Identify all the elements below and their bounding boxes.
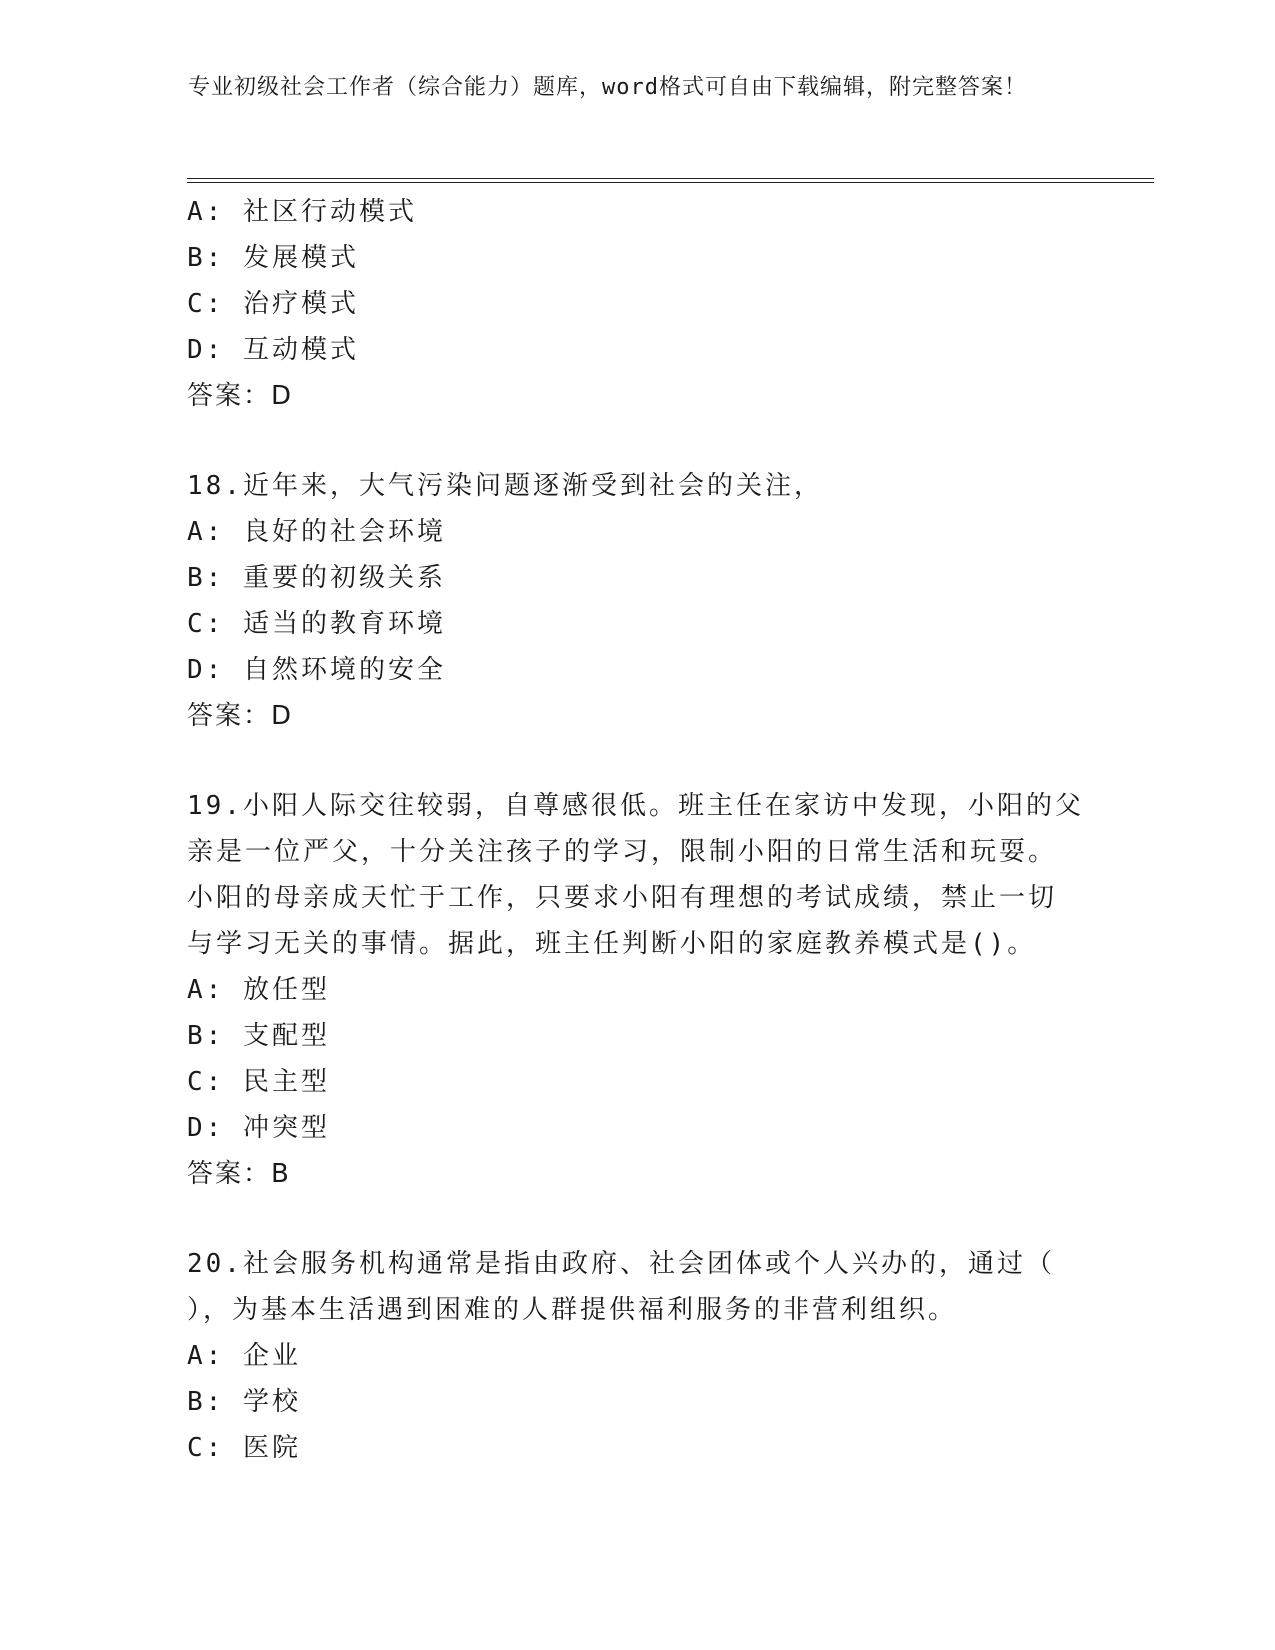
question-stem-line-4: 与学习无关的事情。据此，班主任判断小阳的家庭教养模式是()。 [187, 929, 1037, 959]
option-c: C: 医院 [187, 1433, 301, 1463]
question-list [187, 189, 1087, 1471]
answer-label: 答案：D [187, 381, 294, 411]
question-18 [187, 463, 1087, 739]
document-header-title: 专业初级社会工作者（综合能力）题库，word格式可自由下载编辑，附完整答案！ [188, 75, 1027, 100]
spacer [187, 1197, 1087, 1241]
header-divider-top [187, 178, 1154, 179]
option-c: C: 民主型 [187, 1067, 330, 1097]
question-17 [187, 189, 1087, 419]
option-d: D: 冲突型 [187, 1113, 330, 1143]
option-b: B: 支配型 [187, 1021, 330, 1051]
answer-label: 答案：D [187, 701, 294, 731]
option-b: B: 重要的初级关系 [187, 563, 446, 593]
option-a: A: 社区行动模式 [187, 197, 417, 227]
option-c: C: 治疗模式 [187, 289, 359, 319]
option-c: C: 适当的教育环境 [187, 609, 446, 639]
option-a: A: 放任型 [187, 975, 330, 1005]
question-stem: 18.近年来，大气污染问题逐渐受到社会的关注， [187, 471, 823, 501]
option-a: A: 良好的社会环境 [187, 517, 446, 547]
question-stem-line-2: 亲是一位严父，十分关注孩子的学习，限制小阳的日常生活和玩耍。 [187, 837, 1058, 867]
question-stem-line-1: 19.小阳人际交往较弱，自尊感很低。班主任在家访中发现，小阳的父 [187, 791, 1084, 821]
answer-label: 答案：B [187, 1159, 291, 1189]
option-b: B: 学校 [187, 1387, 301, 1417]
question-stem-line-3: 小阳的母亲成天忙于工作，只要求小阳有理想的考试成绩，禁止一切 [187, 883, 1058, 913]
question-stem-line-2: ），为基本生活遇到困难的人群提供福利服务的非营利组织。 [187, 1295, 958, 1325]
question-19 [187, 783, 1087, 1197]
option-d: D: 互动模式 [187, 335, 359, 365]
question-20 [187, 1241, 1087, 1471]
spacer [187, 739, 1087, 783]
question-stem-line-1: 20.社会服务机构通常是指由政府、社会团体或个人兴办的，通过（ [187, 1249, 1055, 1279]
spacer [187, 419, 1087, 463]
option-a: A: 企业 [187, 1341, 301, 1371]
header-divider-bottom [187, 182, 1154, 183]
option-b: B: 发展模式 [187, 243, 359, 273]
option-d: D: 自然环境的安全 [187, 655, 446, 685]
